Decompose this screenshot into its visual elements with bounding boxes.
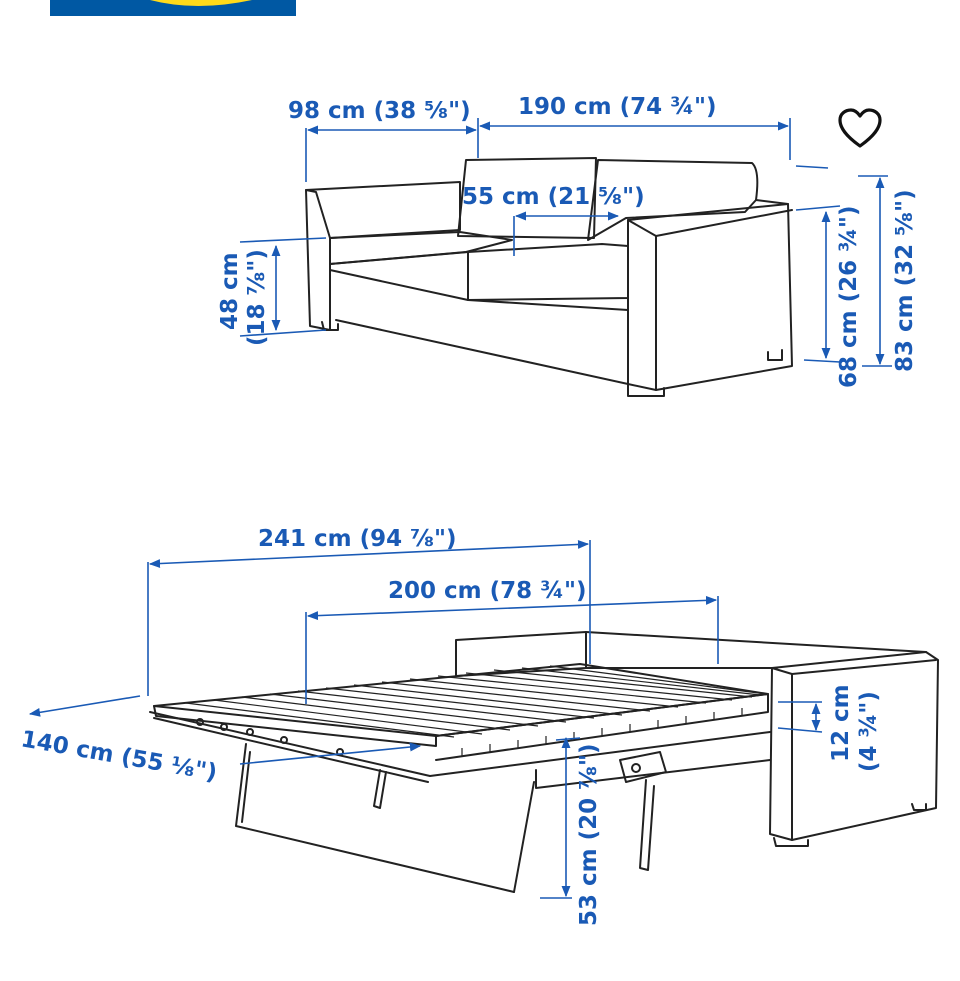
sofa-depth-label: 98 cm (38 ⁵⁄₈") bbox=[288, 98, 471, 124]
armrest-height-label: 68 cm (26 ¾") bbox=[836, 205, 862, 388]
brand-logo bbox=[50, 0, 296, 16]
seat-height-inch-label: (18 ⅞") bbox=[244, 249, 270, 346]
mattress-thickness-label: 12 cm bbox=[828, 684, 854, 762]
bed-total-length-label: 241 cm (94 ⅞") bbox=[258, 526, 457, 552]
seat-depth-label: 55 cm (21 ⁵⁄₈") bbox=[462, 184, 645, 210]
bed-length-label: 200 cm (78 ¾") bbox=[388, 578, 587, 604]
sofa-width-label: 190 cm (74 ¾") bbox=[518, 94, 717, 120]
sofa-bed-drawing bbox=[150, 632, 938, 892]
total-height-label: 83 cm (32 ⁵⁄₈") bbox=[892, 189, 918, 372]
seat-height-label: 48 cm bbox=[217, 252, 243, 330]
favorite-button[interactable] bbox=[836, 106, 884, 152]
bed-width-label: 140 cm (55 ⅛") bbox=[18, 726, 219, 787]
mattress-thickness-inch-label: (4 ¾") bbox=[856, 691, 882, 772]
bed-height-label: 53 cm (20 ⅞") bbox=[576, 743, 602, 926]
heart-outline-icon bbox=[836, 106, 884, 152]
